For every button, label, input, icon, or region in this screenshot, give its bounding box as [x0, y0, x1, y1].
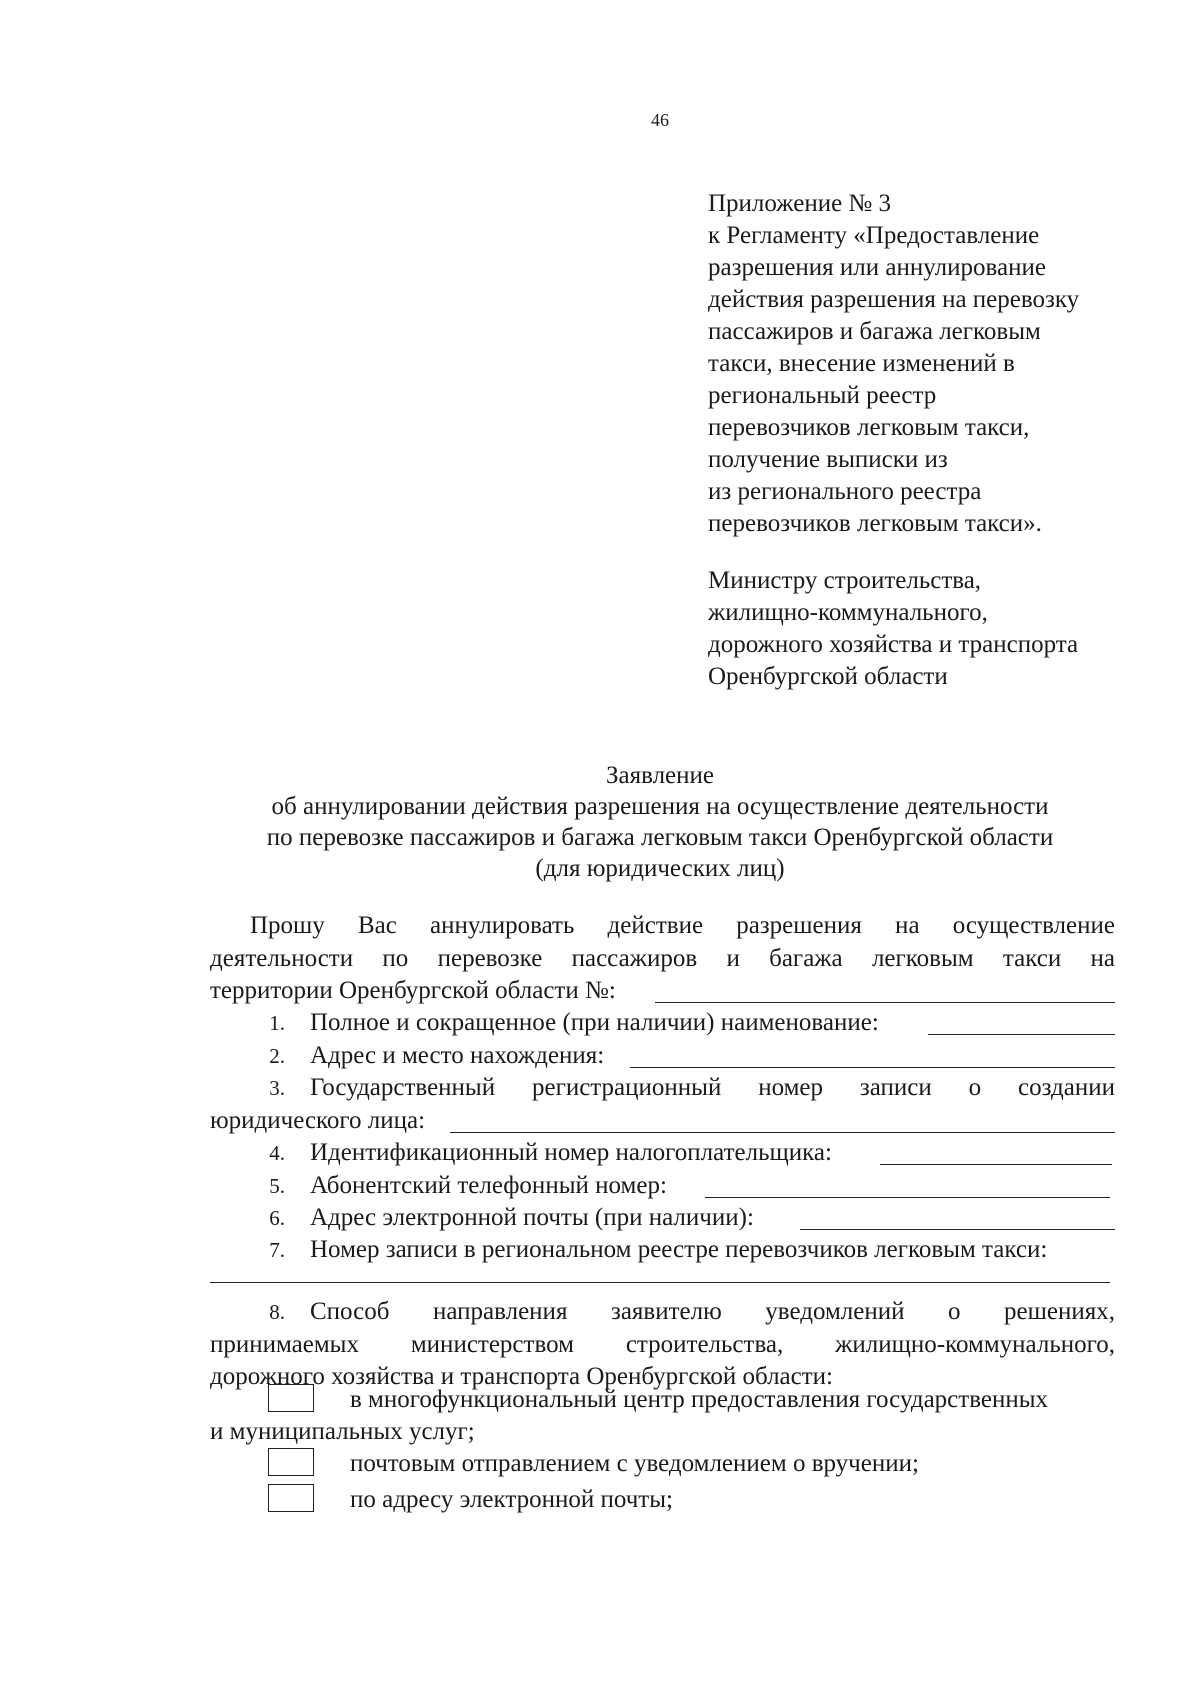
page-number: 46: [651, 110, 669, 130]
item-number: 2.: [269, 1044, 285, 1068]
option-label: почтовым отправлением с уведомлением о вручении;: [350, 1450, 919, 1477]
item-label: Государственный регистрационный номер записи о создании: [310, 1074, 1115, 1101]
addressee-line: жилищно-коммунального,: [708, 599, 988, 626]
item-label: Номер записи в региональном реестре перевозчиков легковым такси:: [310, 1236, 1048, 1263]
full-name-field[interactable]: [928, 1034, 1115, 1035]
addressee-line: Министру строительства,: [708, 567, 982, 594]
item-number: 7.: [269, 1238, 285, 1262]
addressee-line: Оренбургской области: [708, 663, 948, 690]
item-label: Идентификационный номер налогоплательщика:: [310, 1139, 832, 1166]
appendix-line: перевозчиков легковым такси,: [708, 414, 1030, 441]
appendix-line: к Регламенту «Предоставление: [708, 222, 1040, 249]
title-line: по перевозке пассажиров и багажа легковым такси Оренбургской области: [266, 824, 1054, 851]
address-field[interactable]: [630, 1067, 1115, 1068]
title-heading: Заявление: [605, 762, 715, 789]
item-label: Адрес электронной почты (при наличии):: [310, 1204, 754, 1231]
appendix-line: получение выписки из: [708, 446, 948, 473]
appendix-line: такси, внесение изменений в: [708, 350, 1015, 377]
item-label: Абонентский телефонный номер:: [310, 1172, 667, 1199]
mfc-checkbox[interactable]: [268, 1384, 314, 1412]
item-label-cont: принимаемых министерством строительства, жилищно-коммунального,: [210, 1331, 1115, 1358]
intro-line-1: Прошу Вас аннулировать действие разрешения на осуществление: [250, 912, 1115, 939]
option-label-cont: и муниципальных услуг;: [210, 1418, 475, 1445]
item-label: Полное и сокращенное (при наличии) наименование:: [310, 1009, 879, 1036]
item-label: Адрес и место нахождения:: [310, 1042, 605, 1069]
option-label: в многофункциональный центр предоставления государственных: [350, 1386, 1049, 1413]
registration-number-field[interactable]: [450, 1132, 1115, 1133]
appendix-line: Приложение № 3: [708, 190, 892, 217]
appendix-line: разрешения или аннулирование: [708, 254, 1046, 281]
title-line: об аннулировании действия разрешения на осуществление деятельности: [271, 793, 1049, 820]
registry-record-field[interactable]: [210, 1282, 1110, 1283]
appendix-line: региональный реестр: [708, 382, 937, 409]
addressee-line: дорожного хозяйства и транспорта: [708, 631, 1079, 658]
phone-field[interactable]: [705, 1197, 1110, 1198]
email-field[interactable]: [800, 1229, 1115, 1230]
intro-line-3: территории Оренбургской области №:: [210, 977, 616, 1004]
item-number: 8.: [269, 1300, 285, 1324]
appendix-line: из регионального реестра: [708, 478, 982, 505]
title-line: (для юридических лиц): [535, 855, 785, 882]
item-number: 1.: [269, 1011, 285, 1035]
item-label: Способ направления заявителю уведомлений о решениях,: [310, 1298, 1115, 1325]
intro-line-2: деятельности по перевозке пассажиров и багажа легковым такси на: [210, 945, 1115, 972]
item-number: 4.: [269, 1141, 285, 1165]
inn-field[interactable]: [880, 1164, 1112, 1165]
item-number: 3.: [269, 1076, 285, 1100]
addressee-block: [708, 565, 1188, 693]
appendix-block: [708, 188, 1188, 540]
post-checkbox[interactable]: [268, 1448, 314, 1476]
item-label-cont: юридического лица:: [210, 1107, 426, 1134]
item-label-cont: дорожного хозяйства и транспорта Оренбургской области:: [210, 1363, 833, 1390]
email-checkbox[interactable]: [268, 1484, 314, 1512]
document-title: [200, 760, 1120, 884]
item-number: 5.: [269, 1174, 285, 1198]
appendix-line: действия разрешения на перевозку: [708, 286, 1080, 313]
permit-number-field[interactable]: [655, 1002, 1115, 1003]
item-number: 6.: [269, 1206, 285, 1230]
option-label: по адресу электронной почты;: [350, 1486, 673, 1513]
appendix-line: перевозчиков легковым такси».: [708, 510, 1042, 537]
appendix-line: пассажиров и багажа легковым: [708, 318, 1041, 345]
